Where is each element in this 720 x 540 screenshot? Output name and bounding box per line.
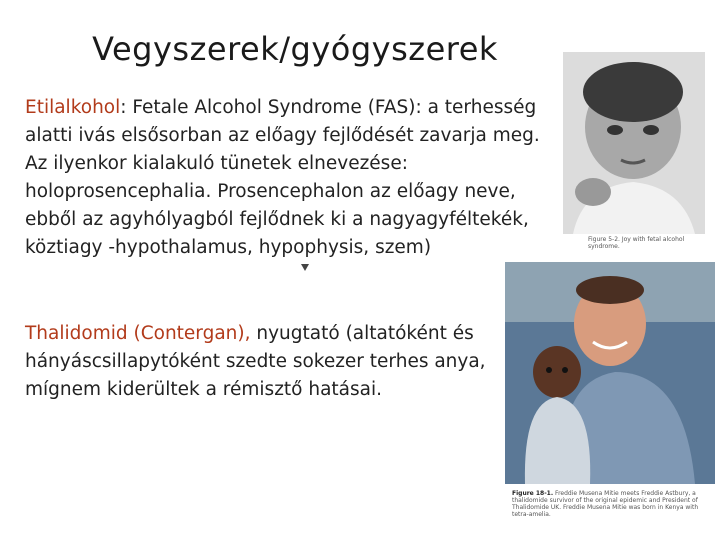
figure2-caption	[512, 490, 712, 518]
highlight-thalidomid: Thalidomid (Contergan),	[25, 323, 251, 344]
figure1-caption: Figure 5-2. Joy with fetal alcohol syndrome.	[588, 236, 685, 250]
slide-title: Vegyszerek/gyógyszerek	[92, 30, 498, 68]
photo-thalidomide-survivors	[505, 262, 715, 484]
paragraph-thalidomide	[25, 320, 505, 404]
paragraph-thalidomide-text: nyugtató (altatóként és hányáscsillapytóként szedte sokezer terhes anya, mígnem kiderültek a rémisztő hatásai.	[25, 323, 486, 400]
highlight-etilalkohol: Etilalkohol	[25, 97, 121, 118]
figure2-caption-text: Freddie Musena Mitie meets Freddie Astbury, a thalidomide survivor of the original epidemic and President of Thalidomide UK. Freddie Musena Mitie was born in Kenya with tetra-amelia.	[512, 490, 699, 518]
figure2-caption-label: Figure 18-1.	[512, 490, 554, 497]
paragraph-alcohol	[25, 94, 565, 262]
cursor-arrow-icon	[301, 264, 309, 271]
paragraph-alcohol-text: : Fetale Alcohol Syndrome (FAS): a terhesség alatti ivás elsősorban az előagy fejlődését zavarja meg. Az ilyenkor kialakuló tünetek elnevezése: holoprosencephalia. Prosencephalon az előagy neve, ebből az agyhólyagból fejlődnek ki a nagyagyféltekék, köztiagy -hypothalamus, hypophysis, szem)	[25, 97, 540, 258]
photo-baby-fas	[563, 52, 705, 234]
